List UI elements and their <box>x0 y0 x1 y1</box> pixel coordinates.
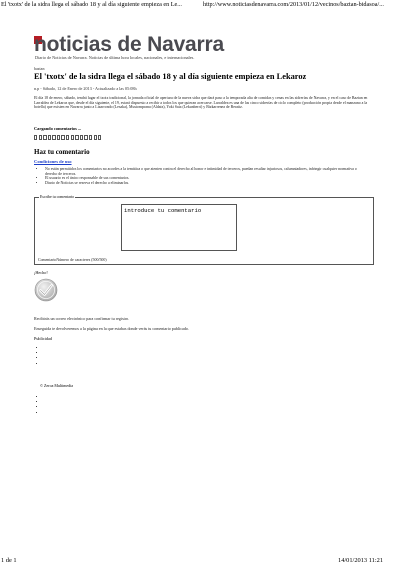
loading-dot <box>94 135 97 140</box>
article-headline: El 'txotx' de la sidra llega el sábado 18 y al día siguiente empieza en Lekaroz <box>34 72 307 81</box>
article-byline: n.p - Sábado, 12 de Enero de 2013 - Actualizado a las 05:08h <box>34 86 137 91</box>
loading-dot <box>43 135 46 140</box>
ads-list <box>40 344 45 365</box>
site-logo[interactable]: noticias de Navarra <box>34 33 224 56</box>
comment-form-legend: Escribe tu comentario <box>40 195 75 199</box>
section-label: baztan <box>34 66 45 71</box>
conditions-list <box>40 167 370 185</box>
print-page-count: 1 de 1 <box>1 557 17 564</box>
print-header <box>0 1 400 9</box>
comment-form <box>34 197 374 265</box>
loading-dot <box>48 135 51 140</box>
loading-dot <box>57 135 60 140</box>
condition-item: • El usuario es el único responsable de sus comentarios. <box>45 176 370 181</box>
loading-dot <box>52 135 55 140</box>
site-tagline: Diario de Noticias de Navarra. Noticias de última hora locales, nacionales, e internacionales. <box>35 55 195 60</box>
loading-dot <box>80 135 83 140</box>
done-label: ¡Hecho! <box>34 270 48 275</box>
condition-item: • No están permitidos los comentarios no acordes a la temática o que atenten contra el derecho al honor e intimidad de terceros, puedan resultar injuriosos, calumniadores, infringir cualquier normativa o derecho de terceros. <box>45 167 370 176</box>
article-body: El día 18 de enero, sábado, tendrá lugar el txotx tradicional, la jornada oficial de apertura de la nueva sidra que dará paso a la temporada alta de comidas y cenas en las sidrerías de Navarra, y en el caso de Baztan en Larraldea de Lekaroz que, desde el día siguiente, el 19, estará dispuesto a recibir a todos los que quieran acercarse. Larraldea es una de las cinco sidrerías de ciclo completo (producción propia desde el manzano a la botella) que existen en Navarra junto a Lizarrondo (Lesaka), Mustomprana (Aldatz), Yoki Saia (Lekunberri) y Bizkarrenea de Beraitz. <box>34 96 368 110</box>
checkmark-icon <box>34 278 58 302</box>
character-counter: ComentarioNúmero de caracteres (500/500) <box>38 258 107 262</box>
comment-textarea[interactable] <box>121 204 237 251</box>
loading-dot <box>39 135 42 140</box>
print-page-url: http://www.noticiasdenavarra.com/2013/01/12/vecinos/baztan-bidasoa/... <box>203 1 384 8</box>
loading-dot <box>34 135 37 140</box>
condition-item: • Diario de Noticias se reserva el derecho a eliminarlos. <box>45 181 370 186</box>
advertising-label: Publicidad <box>34 336 52 341</box>
loading-dot <box>61 135 64 140</box>
loading-dot <box>89 135 92 140</box>
redirect-note: Enseguida te devolveremos a la página en la que estabas donde verás tu comentario publicado. <box>34 326 189 331</box>
masthead <box>34 33 264 62</box>
print-date: 14/01/2013 11:21 <box>338 557 384 564</box>
comment-section-heading: Haz tu comentario <box>34 148 90 156</box>
conditions-of-use-link[interactable]: Condiciones de uso <box>34 159 72 164</box>
loading-dot <box>98 135 101 140</box>
loading-dot <box>75 135 78 140</box>
loading-dot <box>66 135 69 140</box>
footer-list <box>40 393 45 414</box>
loading-dot <box>84 135 87 140</box>
comments-loading-label: Cargando comentarios ... <box>34 126 82 131</box>
copyright-notice: © Zeroa Multimedia <box>40 383 74 388</box>
comments-loading-indicator <box>34 135 101 140</box>
loading-dot <box>71 135 74 140</box>
confirm-email-note: Recibirás un correo electrónico para confirmar tu registro. <box>34 316 130 321</box>
print-page-title: El 'txotx' de la sidra llega el sábado 18 y al día siguiente empieza en Le... <box>1 1 182 8</box>
